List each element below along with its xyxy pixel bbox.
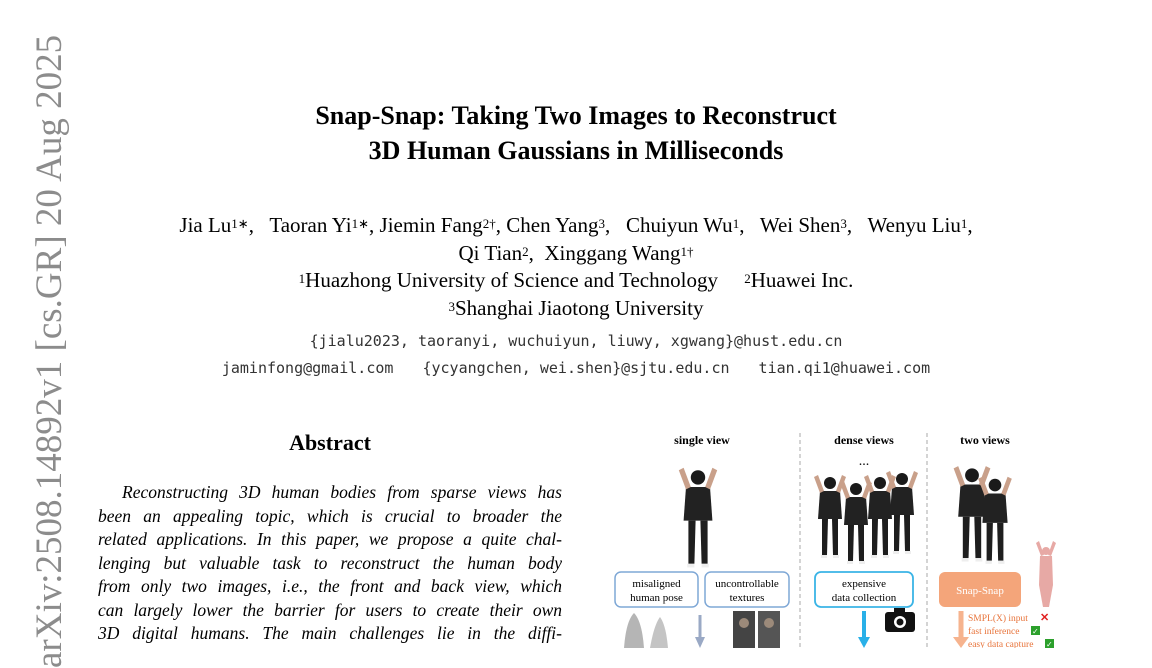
camera-icon xyxy=(885,608,915,632)
author-sup: 1 xyxy=(732,216,740,231)
author-name: Chuiyun Wu xyxy=(625,213,733,237)
person-single xyxy=(679,468,717,568)
check-item xyxy=(968,612,1049,624)
author-name: Qi Tian xyxy=(458,240,523,265)
ellipsis: ... xyxy=(858,454,870,469)
check-icon: ✓ xyxy=(1046,640,1053,648)
email-jiemin: jaminfong@gmail.com xyxy=(221,359,394,377)
author-sup: 2 xyxy=(522,243,529,259)
check-label: SMPL(X) input xyxy=(968,614,1028,624)
title-line-2: 3D Human Gaussians in Milliseconds xyxy=(368,136,784,165)
person-dense xyxy=(814,475,846,558)
author-name: Jia Lu xyxy=(179,213,232,237)
arrow-down-icon xyxy=(953,611,969,648)
email-huawei: tian.qi1@huawei.com xyxy=(758,359,931,377)
affiliation-name: Huawei Inc. xyxy=(750,268,854,292)
box-expensive-line2: data collection xyxy=(831,592,897,604)
affiliation-sup: 3 xyxy=(448,298,455,314)
person-dense xyxy=(886,471,918,554)
author-name: Wei Shen xyxy=(759,213,841,237)
check-item xyxy=(968,639,1054,648)
abstract-line: been an appealing topic, which is crucial to broader the xyxy=(98,505,562,526)
author-name: Wenyu Liu xyxy=(867,213,961,237)
author-sup: 1† xyxy=(680,243,694,259)
box-misaligned-line2: human pose xyxy=(630,592,683,604)
box-textures-line1: uncontrollable xyxy=(715,578,779,590)
check-item xyxy=(968,626,1040,637)
box-textures-line2: textures xyxy=(729,592,765,604)
abstract-text xyxy=(98,481,562,646)
check-icon: ✓ xyxy=(1032,627,1039,636)
abstract-line: Reconstructing 3D human bodies from sparse views has xyxy=(122,482,562,502)
title-line-1: Snap-Snap: Taking Two Images to Reconstruct xyxy=(315,101,837,130)
arrow-down-icon xyxy=(695,615,705,648)
header-single-view: single view xyxy=(674,433,730,447)
author-sup: 3 xyxy=(840,216,847,231)
affiliation-line-2 xyxy=(0,295,1152,323)
author-line-2: Qi Tian$^2$, Xinggang Wang$^{1\dagger}$ xyxy=(458,240,694,265)
abstract-heading: Abstract xyxy=(289,430,371,455)
person-dense xyxy=(840,481,872,564)
texture-thumbnail xyxy=(733,611,780,648)
email-block xyxy=(0,328,1152,382)
header-two-views: two views xyxy=(960,433,1010,447)
person-two-back xyxy=(978,477,1012,564)
abstract-line: related applications. In this paper, we propose a quite chal- xyxy=(98,529,562,549)
author-sup: 3 xyxy=(598,216,605,231)
check-label: fast inference xyxy=(968,627,1020,637)
teaser-figure xyxy=(600,425,1070,648)
arrow-down-icon xyxy=(858,611,870,648)
check-label: easy data capture xyxy=(968,640,1034,648)
human-mesh xyxy=(1036,541,1056,607)
affiliation-line-1 xyxy=(0,267,1152,295)
email-line-1: {jialu2023, taoranyi, wuchuiyun, liuwy, xgwang}@hust.edu.cn xyxy=(309,332,843,350)
box-snap-snap-label: Snap-Snap xyxy=(956,585,1004,597)
affiliation-name: Shanghai Jiaotong University xyxy=(455,295,704,320)
abstract-line: 3D digital humans. The main challenges lie in the diffi- xyxy=(98,623,562,643)
affiliation-name: Huazhong University of Science and Technology xyxy=(305,268,718,292)
author-sup: 1 xyxy=(960,216,968,231)
abstract-line: from only two images, i.e., the front and back view, which xyxy=(98,576,562,596)
email-line-2 xyxy=(0,355,1152,382)
author-name: Taoran Yi xyxy=(269,213,352,237)
box-misaligned-line1: misaligned xyxy=(632,578,681,590)
affiliation-sup: 2 xyxy=(744,271,751,286)
author-sup: 1∗ xyxy=(231,216,249,231)
arxiv-stamp: arXiv:2508.14892v1 [cs.GR] 20 Aug 2025 xyxy=(29,34,70,668)
pose-thumbnail xyxy=(624,613,668,648)
author-name: Xinggang Wang xyxy=(544,240,681,265)
box-expensive-line1: expensive xyxy=(842,578,886,590)
author-line-1: Jia $Lu^{1∗}$, Taoran $Yi^{1∗}$, Jiemin Fang$^{2\dagger}$, Chen Yang$^3$, Chuiyun Wu$^1$, Wei Shen$^3$, Wenyu Liu$^1$, xyxy=(179,213,973,237)
author-sup: 2† xyxy=(482,216,496,231)
author-sup: 1∗ xyxy=(351,216,370,231)
author-block xyxy=(0,212,1152,322)
cross-icon: ✕ xyxy=(1040,612,1050,624)
affiliation-sup: 1 xyxy=(298,271,306,286)
abstract-line: can largely lower the barrier for users to create their own xyxy=(98,599,562,620)
abstract-line: lenging but valuable task to reconstruct the human body xyxy=(98,552,562,573)
author-name: Chen Yang xyxy=(506,213,599,237)
paper-title xyxy=(0,98,1152,168)
email-sjtu: {ycyangchen, wei.shen}@sjtu.edu.cn xyxy=(422,359,730,377)
header-dense-views: dense views xyxy=(834,433,894,447)
person-dense xyxy=(864,475,896,558)
author-name: Jiemin Fang xyxy=(379,213,483,237)
